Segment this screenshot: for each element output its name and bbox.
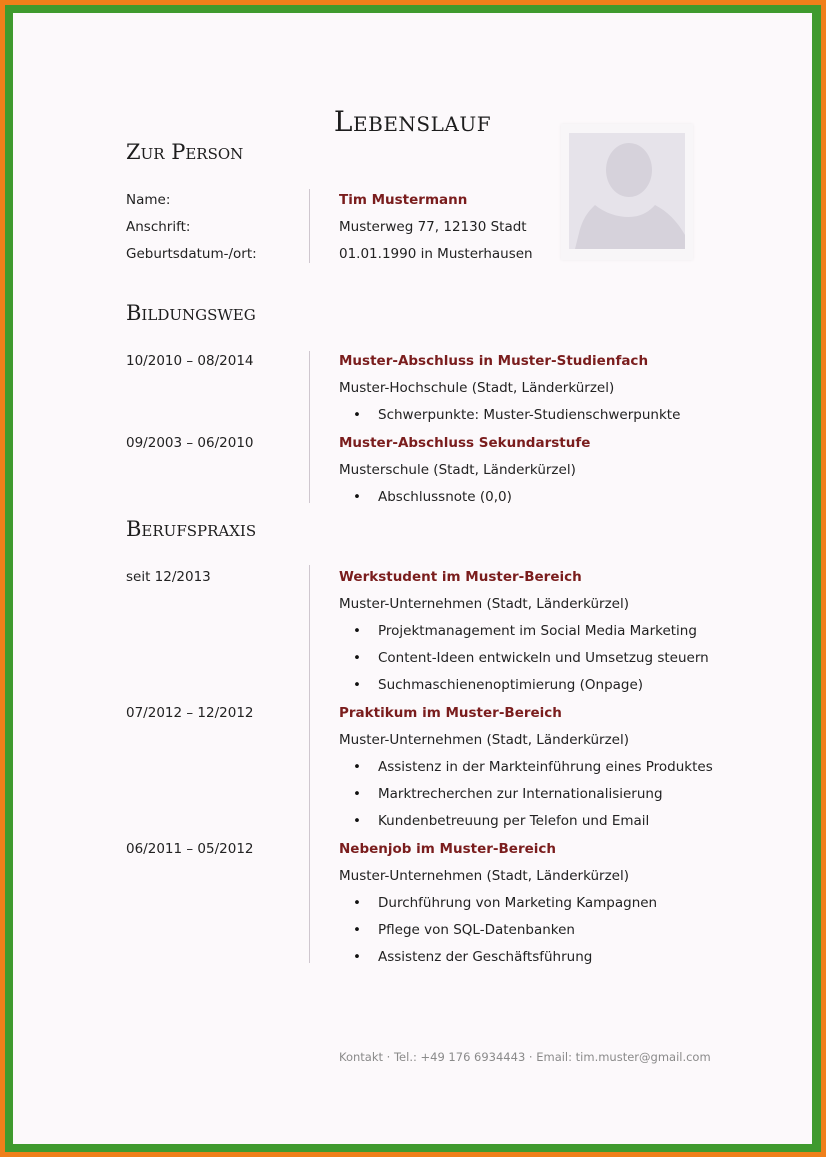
- job-bullet-text: Marktrecherchen zur Internationalisierung: [378, 786, 663, 802]
- section-heading-education: Bildungsweg: [126, 301, 256, 325]
- bullet-icon: •: [353, 895, 361, 911]
- job-bullet-text: Assistenz in der Markteinführung eines Produktes: [378, 759, 713, 775]
- value-birth: 01.01.1990 in Musterhausen: [339, 246, 533, 262]
- job-company: Muster-Unternehmen (Stadt, Länderkürzel): [339, 868, 630, 884]
- edu-bullet: [353, 488, 512, 506]
- section-heading-person: Zur Person: [126, 140, 244, 164]
- bullet-icon: •: [353, 407, 361, 423]
- cv-page: [13, 13, 812, 1144]
- contact-footer: Kontakt · Tel.: +49 176 6934443 · Email: tim.muster@gmail.com: [339, 1050, 711, 1064]
- job-bullet-text: Projektmanagement im Social Media Marketing: [378, 623, 697, 639]
- bullet-icon: •: [353, 786, 361, 802]
- bullet-icon: •: [353, 677, 361, 693]
- bullet-icon: •: [353, 759, 361, 775]
- edu-institution: Muster-Hochschule (Stadt, Länderkürzel): [339, 380, 615, 396]
- bullet-icon: •: [353, 489, 361, 505]
- divider-experience: [309, 565, 310, 963]
- job-bullet-text: Assistenz der Geschäftsführung: [378, 949, 593, 965]
- job-bullet-text: Pflege von SQL-Datenbanken: [378, 922, 575, 938]
- divider-person: [309, 189, 310, 263]
- job-bullet: [353, 812, 649, 830]
- job-title: Werkstudent im Muster-Bereich: [339, 569, 582, 585]
- edu-period: 10/2010 – 08/2014: [126, 353, 254, 369]
- job-title: Nebenjob im Muster-Bereich: [339, 841, 556, 857]
- label-name: Name:: [126, 192, 171, 208]
- edu-bullet: [353, 406, 680, 424]
- job-company: Muster-Unternehmen (Stadt, Länderkürzel): [339, 732, 630, 748]
- page-title: Lebenslauf: [333, 105, 492, 138]
- bullet-icon: •: [353, 813, 361, 829]
- edu-bullet-text: Schwerpunkte: Muster-Studienschwerpunkte: [378, 407, 681, 423]
- job-bullet-text: Durchführung von Marketing Kampagnen: [378, 895, 658, 911]
- job-period: 07/2012 – 12/2012: [126, 705, 254, 721]
- edu-title: Muster-Abschluss in Muster-Studienfach: [339, 353, 649, 369]
- job-bullet-text: Content-Ideen entwickeln und Umsetzug steuern: [378, 650, 709, 666]
- person-silhouette-icon: [569, 133, 685, 249]
- value-name: Tim Mustermann: [339, 192, 468, 208]
- job-bullet: [353, 676, 643, 694]
- job-bullet: [353, 622, 697, 640]
- job-period: seit 12/2013: [126, 569, 211, 585]
- bullet-icon: •: [353, 623, 361, 639]
- job-bullet: [353, 785, 663, 803]
- job-bullet: [353, 649, 709, 667]
- edu-period: 09/2003 – 06/2010: [126, 435, 254, 451]
- job-bullet: [353, 948, 592, 966]
- edu-institution: Musterschule (Stadt, Länderkürzel): [339, 462, 576, 478]
- job-bullet: [353, 894, 657, 912]
- bullet-icon: •: [353, 922, 361, 938]
- job-company: Muster-Unternehmen (Stadt, Länderkürzel): [339, 596, 630, 612]
- job-bullet-text: Suchmaschienenoptimierung (Onpage): [378, 677, 644, 693]
- bullet-icon: •: [353, 650, 361, 666]
- label-birth: Geburtsdatum-/ort:: [126, 246, 257, 262]
- divider-education: [309, 351, 310, 503]
- job-bullet: [353, 758, 713, 776]
- section-heading-experience: Berufspraxis: [126, 517, 257, 541]
- job-period: 06/2011 – 05/2012: [126, 841, 254, 857]
- job-bullet: [353, 921, 575, 939]
- bullet-icon: •: [353, 949, 361, 965]
- edu-title: Muster-Abschluss Sekundarstufe: [339, 435, 591, 451]
- profile-photo-frame: [561, 124, 693, 260]
- value-address: Musterweg 77, 12130 Stadt: [339, 219, 527, 235]
- label-address: Anschrift:: [126, 219, 191, 235]
- job-title: Praktikum im Muster-Bereich: [339, 705, 562, 721]
- job-bullet-text: Kundenbetreuung per Telefon und Email: [378, 813, 650, 829]
- edu-bullet-text: Abschlussnote (0,0): [378, 489, 512, 505]
